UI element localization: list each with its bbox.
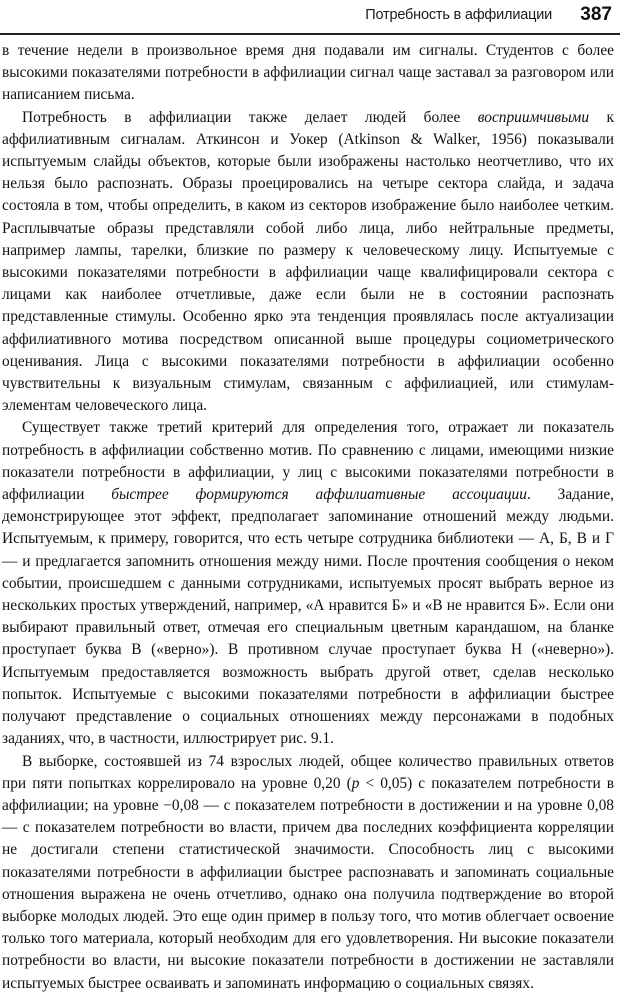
text-segment: Потребность в аффилиации также делает людей более (22, 108, 478, 126)
text-segment: к аффилиативным сигналам. Аткинсон и Уокер (Atkinson & Walker, 1956) показывали испытуемым слайды объектов, которые были изображены настолько неотчетливо, что их нельзя было распознать. Образы проецировались на четыре сектора слайда, и задача состояла в том, чтобы определить, в каком из секторов изображение было наиболее четким. Расплывчатые образы представляли собой либо лица, либо нейтральные предметы, например лампы, тарелки, близкие по размеру к человеческому лицу. Испытуемые с высокими показателями потребности в аффилиации чаще квалифицировали сектора с лицами как наиболее отчетливые, даже если были не в состоянии распознать представленные стимулы. Особенно ярко эта тенденция проявлялась после актуализации аффилиативного мотива посредством описанной выше процедуры социометрического оценивания. Лица с высокими показателями потребности в аффилиации особенно чувствительны к визуальным стимулам, связанным с аффилиацией, или стимулам-элементам человеческого лица. (2, 108, 614, 415)
italic-symbol: p (351, 774, 360, 792)
text-segment: в течение недели в произвольное время дня подавали им сигналы. Студентов с более высокими показателями потребности в аффилиации сигнал чаще заставал за разговором или написанием письма. (2, 42, 614, 104)
text-segment: Существует также третий критерий для определения того, отражает ли показатель потребность в аффилиации собственно мотив. По сравнению с лицами, имеющими низкие показатели потребности в аффилиации, у лиц с высокими показателями потребности в аффилиации (2, 419, 614, 504)
running-title: Потребность в аффилиации (365, 7, 552, 23)
body-text (2, 40, 614, 995)
text-segment: < 0,05) с показателем потребности в аффилиации; на уровне −0,08 — с показателем потребности в достижении и на уровне 0,08 — с показателем потребности во власти, причем два последних коэффициента корреляции не достигали степени статистической значимости. Способность лиц с высокими показателями потребности в аффилиации быстрее распознавать и запоминать социальные отношения выражена не очень отчетливо, однако она получила подтверждение во второй выборке молодых людей. Это еще один пример в пользу того, что мотив облегчает освоение только того материала, который необходим для его удовлетворения. Ни высокие показатели потребности во власти, ни высокие показатели потребности в достижении не заставляли испытуемых быстрее осваивать и запоминать информацию о социальных связях. (2, 774, 614, 992)
paragraph-2 (2, 107, 614, 418)
italic-term: восприимчивыми (477, 108, 590, 126)
page-number: 387 (580, 4, 612, 25)
header-rule (0, 33, 620, 35)
text-segment: В выборке, состоявшей из 74 взрослых людей, общее количество правильных ответов при пяти попытках коррелировало на уровне 0,20 ( (2, 752, 614, 792)
italic-term: быстрее формируются аффилиативные ассоциации (111, 486, 527, 504)
paragraph-4 (2, 751, 614, 995)
paragraph-1 (2, 40, 614, 107)
paragraph-3 (2, 417, 614, 750)
text-segment: . Задание, демонстрирующее этот эффект, предполагает запоминание отношений между людьми. Испытуемым, к примеру, говорится, что есть четыре сотрудника библиотеки — А, Б, В и Г — и предлагается запомнить отношения между ними. После прочтения сообщения о неком событии, происшедшем с данными сотрудниками, испытуемых просят выбрать верное из нескольких простых утверждений, например, «А нравится Б» и «В не нравится Б». Если они выбирают правильный ответ, отмечая его специальным цветным карандашом, на бланке проступает буква В («верно»). В противном случае проступает буква Н («неверно»). Испытуемым предоставляется возможность выбрать другой ответ, сделав несколько попыток. Испытуемые с высокими показателями потребности в аффилиации быстрее получают представление о социальных отношениях между персонажами в подобных заданиях, что, в частности, иллюстрирует рис. 9.1. (2, 486, 614, 748)
running-header (0, 4, 620, 30)
